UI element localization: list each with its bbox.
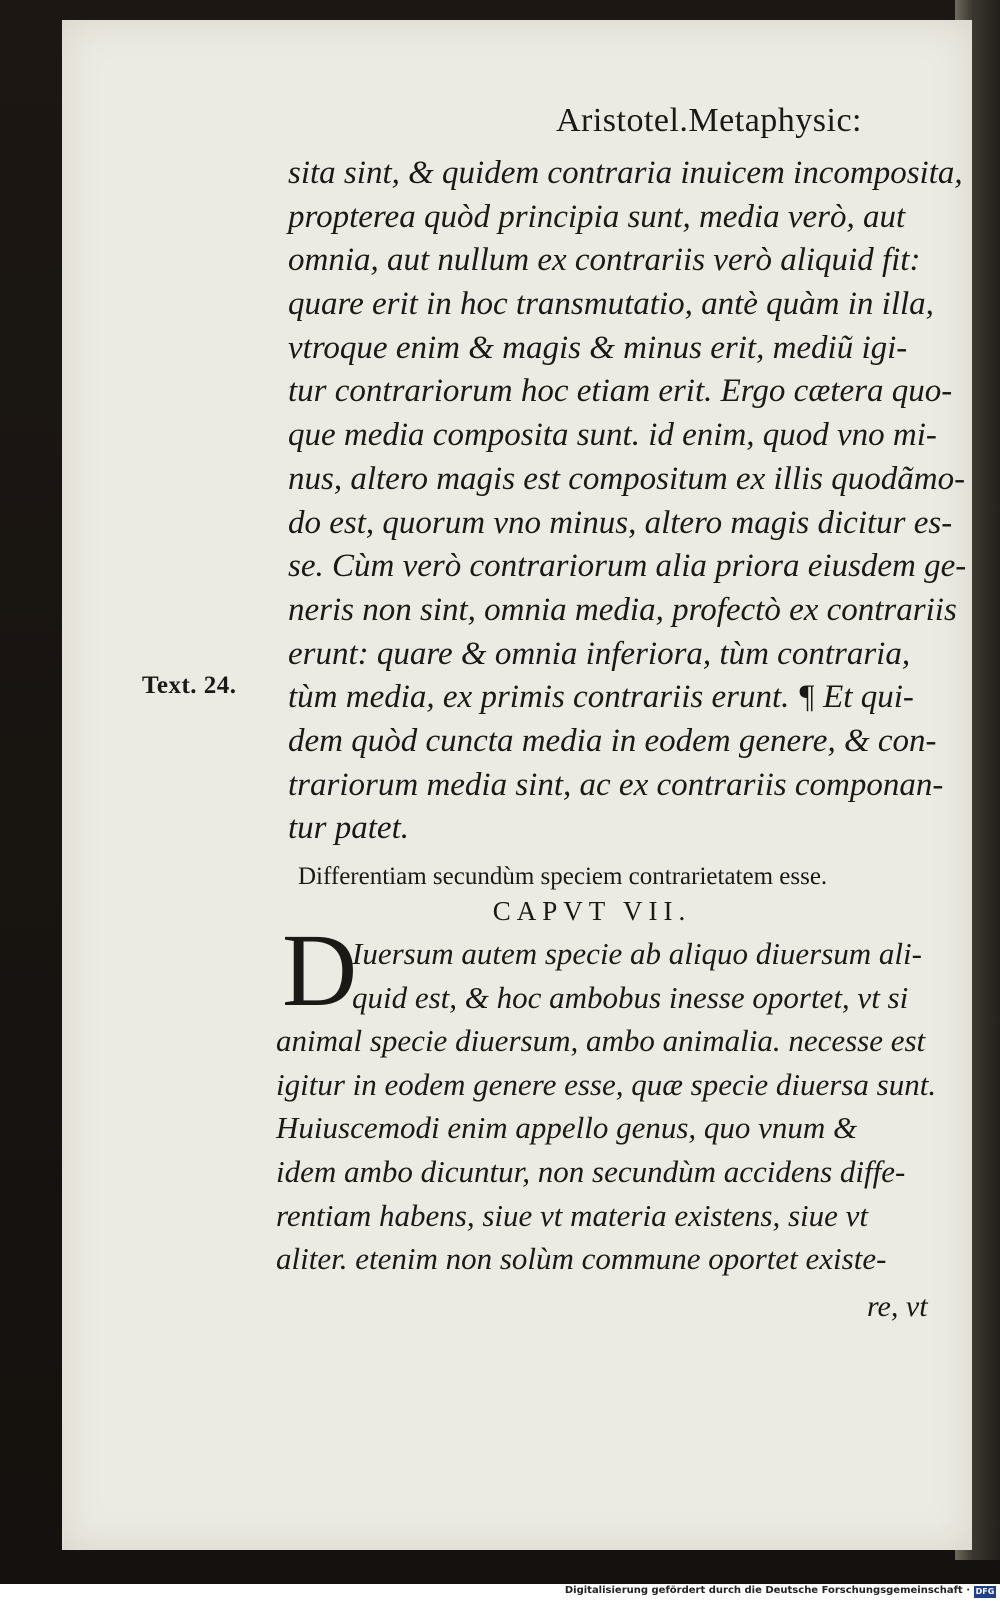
text-line: do est, quorum vno minus, altero magis dicitur es- [288,504,953,541]
dfg-logo: DFG [975,1587,995,1596]
text-line: Iuersum autem specie ab aliquo diuersum ali- [352,936,922,971]
book-page [62,20,972,1550]
running-head: Aristotel.Metaphysic: [555,102,862,139]
text-line: omnia, aut nullum ex contrariis verò aliquid fit: [288,242,921,279]
chapter-summary: Differentiam secundùm speciem contrarietatem esse. [298,863,828,890]
text-line: idem ambo dicuntur, non secundùm accidens diffe- [276,1153,906,1189]
text-line: vtroque enim & magis & minus erit, mediũ igi- [288,329,908,366]
text-line: se. Cùm verò contrariorum alia priora eiusdem ge- [288,548,967,585]
chapter-text [276,932,936,1281]
text-line: igitur in eodem genere esse, quæ specie diuersa sunt. [276,1066,937,1102]
text-line: rentiam habens, siue vt materia existens, siue vt [276,1197,869,1233]
text-line: tur contrariorum hoc etiam erit. Ergo cætera quo- [288,373,953,410]
footer-credit: Digitalisierung gefördert durch die Deutsche Forschungsgemeinschaft · [564,1585,970,1596]
drop-cap: D [282,913,358,1028]
text-line: tur patet. [288,810,409,847]
margin-note: Text. 24. [142,672,237,699]
text-line: erunt: quare & omnia inferiora, tùm contraria, [288,635,911,672]
catchword: re, vt [867,1290,928,1323]
text-line: nus, altero magis est compositum ex illis quodãmo- [288,460,966,497]
text-line: animal specie diuersum, ambo animalia. necesse est [276,1023,926,1059]
text-line: propterea quòd principia sunt, media verò, aut [288,198,906,235]
text-line: que media composita sunt. id enim, quod vno mi- [288,417,937,454]
text-line: neris non sint, omnia media, profectò ex contrariis [288,591,957,628]
text-line: Huiuscemodi enim appello genus, quo vnum & [276,1110,858,1146]
chapter-heading: CAPVT VII. [492,896,692,926]
text-line: aliter. etenim non solùm commune oportet existe- [276,1241,887,1277]
text-line: trariorum media sint, ac ex contrariis componan- [288,766,944,803]
text-line: tùm media, ex primis contrariis erunt. ¶ Et qui- [288,679,914,716]
text-line: sita sint, & quidem contraria inuicem incomposita, [288,155,963,191]
text-line: quid est, & hoc ambobus inesse oportet, vt si [352,979,909,1015]
text-line: quare erit in hoc transmutatio, antè quàm in illa, [288,286,934,323]
text-line: dem quòd cuncta media in eodem genere, & con- [288,722,937,759]
body-text [288,152,967,851]
